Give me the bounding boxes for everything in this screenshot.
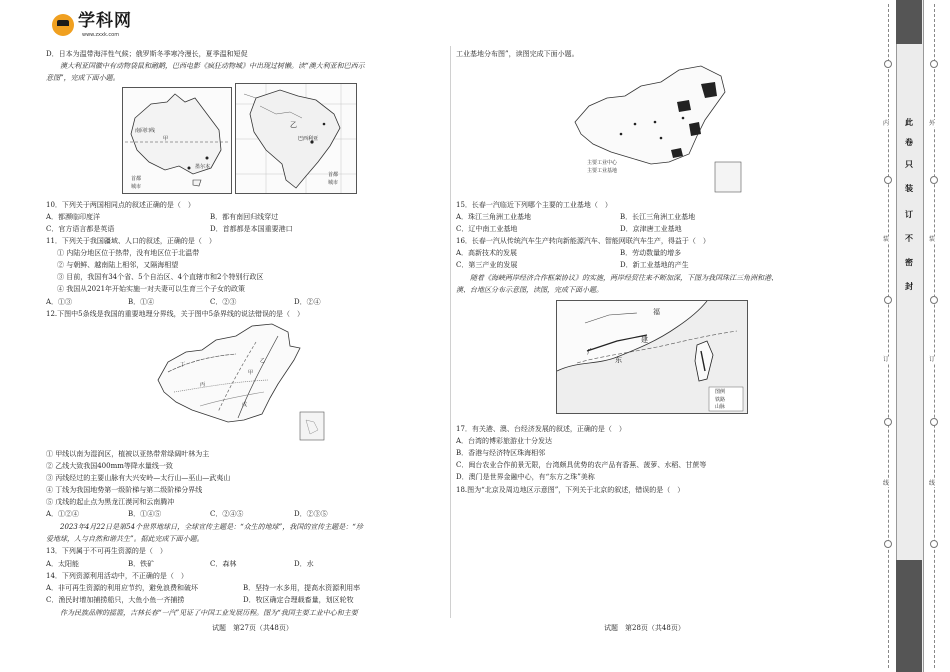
map-label: 巴西利亚 xyxy=(298,136,319,142)
text-line: 澳、台地区分布示意图，读图，完成下面小题。 xyxy=(456,286,603,294)
notice-char: 封 xyxy=(905,282,913,291)
binding-circle xyxy=(884,176,892,184)
logo-text: 学科网 xyxy=(78,11,132,31)
question-13: 13．下列属于不可再生资源的是（ ） xyxy=(46,547,167,555)
logo-url: www.zxxk.com xyxy=(82,32,120,38)
map-label: 广 xyxy=(587,348,594,356)
inner-mark: 内 xyxy=(883,120,890,127)
notice-char: 密 xyxy=(905,258,913,267)
statement: ② 乙线大致我国400mm等降水量线一致 xyxy=(46,462,173,470)
option-c: C．第三产业的发展 xyxy=(456,261,518,269)
binding-dark-bottom xyxy=(896,560,922,672)
binding-circle xyxy=(930,418,938,426)
option-a: A．台湾的博彩旅游业十分发达 xyxy=(456,437,553,445)
map-label: 福 xyxy=(653,308,660,316)
map-label: 甲 xyxy=(163,136,169,142)
inner-mark: 线 xyxy=(883,480,890,487)
question-18: 18.图为“北京及周边地区示意图”，下列关于北京的叙述，错误的是（ ） xyxy=(456,486,685,494)
text-line: 作为民族品牌的摇篮，吉林长春“一汽”见证了中国工业发展历程。图为“我国主要工业中心和主要 xyxy=(60,609,358,617)
statement: ④ 我国从2021年开始实施一对夫妻可以生育三个子女的政策 xyxy=(57,285,246,293)
industry-map xyxy=(565,62,745,194)
china-boundary-map xyxy=(140,322,330,444)
notice-char: 此 xyxy=(905,118,913,127)
option-b: B．坚持一水多用，提高水资源利用率 xyxy=(243,584,361,592)
text-line: 随着《海峡两岸经济合作框架协议》的实施，两岸经贸往来不断加深，下图为我国珠江三角洲和港、 xyxy=(470,274,778,282)
statement: ⑤ 戊线的起止点为黑龙江漠河和云南腾冲 xyxy=(46,498,175,506)
page-footer-left: 试题 第27页（共48页） xyxy=(212,624,293,632)
statement: ④ 丁线为我国地势第一级阶梯与第二级阶梯分界线 xyxy=(46,486,203,494)
binding-circle xyxy=(884,60,892,68)
question-16: 16．长春一汽从传统汽车生产转向新能源汽车、智能网联汽车生产，得益于（ ） xyxy=(456,237,710,245)
option-b: B．①④ xyxy=(128,298,155,306)
column-divider xyxy=(450,46,451,618)
strait-map xyxy=(556,300,748,414)
australia-map xyxy=(122,87,232,194)
option-d: D．新工业基地的产生 xyxy=(620,261,689,269)
page-footer-right: 试题 第28页（共48页） xyxy=(604,624,685,632)
binding-dark-top xyxy=(896,0,922,44)
option-c: C．渔民时增加捕捞船只，大鱼小鱼一齐捕捞 xyxy=(46,596,185,604)
outer-mark: 线 xyxy=(929,480,936,487)
statement: ① 甲线以南为湿润区，植被以亚热带常绿阔叶林为主 xyxy=(46,450,210,458)
map-label: 戊 xyxy=(242,402,248,408)
binding-circle xyxy=(930,60,938,68)
text-line: D．日本为温带海洋性气候；俄罗斯冬季寒冷漫长，夏季温和短促 xyxy=(46,50,248,58)
option-a: A．①②④ xyxy=(46,510,80,518)
legend-base: 主要工业基地 xyxy=(587,168,618,174)
option-b: B．都有南回归线穿过 xyxy=(210,213,279,221)
binding-circle xyxy=(930,296,938,304)
text-line: 意图”，完成下面小题。 xyxy=(46,74,120,82)
option-d: D．水 xyxy=(294,560,314,568)
inner-binding-line xyxy=(888,4,889,668)
logo-badge-icon xyxy=(52,14,74,36)
option-c: C．闽台农业合作前景无限，台湾颇具优势的农产品有香蕉、菠萝、水稻、甘蔗等 xyxy=(456,461,707,469)
binding-circle xyxy=(930,176,938,184)
option-a: A．非可再生资源的利用应节约，避免浪费和破坏 xyxy=(46,584,199,592)
option-a: A．都濒临印度洋 xyxy=(46,213,101,221)
map-label: 丁 xyxy=(180,362,186,368)
legend-railway: 铁路 xyxy=(715,397,726,403)
legend-mountain: 山脉 xyxy=(715,404,726,410)
map-label: 南回归线 xyxy=(135,128,156,134)
outer-mark: 订 xyxy=(929,356,936,363)
option-a: A．高新技术的发展 xyxy=(456,249,518,257)
binding-circle xyxy=(884,540,892,548)
binding-circle xyxy=(884,418,892,426)
text-line: 2023年4月22日是第54个世界地球日，全球宣传主题是：“众生的地球”，我国的宣传主题是：“珍 xyxy=(60,523,363,531)
notice-char: 不 xyxy=(905,234,913,243)
brazil-map xyxy=(235,83,357,194)
map-label: 丙 xyxy=(200,382,206,388)
option-c: C．森林 xyxy=(210,560,237,568)
statement: ② 与朝鲜、越南陆上相邻，又隔海相望 xyxy=(57,261,179,269)
logo xyxy=(52,12,152,38)
notice-char: 装 xyxy=(905,184,913,193)
text-line: 澳大利亚国徽中有动物袋鼠和鸸鹋，巴西电影《疯狂动物城》中出现过树懒。读“澳大利亚和巴西示 xyxy=(60,62,365,70)
map-label: 乙 xyxy=(290,121,297,129)
legend-city: 城市 xyxy=(328,180,339,186)
statement: ③ 目前，我国有34个省、5个自治区、4个直辖市和2个特别行政区 xyxy=(57,273,264,281)
text-line: 爱地球，人与自然和谐共生”。据此完成下面小题。 xyxy=(46,535,204,543)
legend-center: 主要工业中心 xyxy=(587,160,618,166)
option-d: D．京津唐工业基地 xyxy=(620,225,682,233)
legend-capital: 首都 xyxy=(131,176,142,182)
map-label: 乙 xyxy=(260,358,266,364)
option-b: B．铁矿 xyxy=(128,560,155,568)
question-15: 15．长春一汽临近下列哪个主要的工业基地（ ） xyxy=(456,201,612,209)
legend-title: 图例 xyxy=(715,389,726,395)
inner-mark: 装 xyxy=(883,236,890,243)
binding-circle xyxy=(884,296,892,304)
option-b: B．①④⑤ xyxy=(128,510,162,518)
option-d: D．牧区确定合理载畜量，划区轮牧 xyxy=(243,596,354,604)
option-c: C．官方语言都是英语 xyxy=(46,225,115,233)
map-label: 墨尔本 xyxy=(195,164,211,170)
option-c: C．②③ xyxy=(210,298,237,306)
option-b: B．劳动数量的增多 xyxy=(620,249,682,257)
question-10: 10．下列关于两国相同点的叙述正确的是（ ） xyxy=(46,201,195,209)
question-11: 11．下列关于我国疆域、人口的叙述，正确的是（ ） xyxy=(46,237,216,245)
option-a: A．①③ xyxy=(46,298,73,306)
outer-mark: 外 xyxy=(929,120,936,127)
option-a: A．珠江三角洲工业基地 xyxy=(456,213,532,221)
option-d: D．②③⑤ xyxy=(294,510,328,518)
map-label: 东 xyxy=(615,356,622,364)
notice-char: 卷 xyxy=(905,138,913,147)
industry-map-drawing xyxy=(565,62,745,194)
option-a: A．太阳能 xyxy=(46,560,80,568)
question-17: 17．有关港、澳、台经济发展的叙述，正确的是（ ） xyxy=(456,425,626,433)
option-c: C．②④⑤ xyxy=(210,510,244,518)
binding-circle xyxy=(930,540,938,548)
china-boundary-map-drawing xyxy=(140,322,330,444)
inner-mark: 订 xyxy=(883,356,890,363)
outer-binding-line xyxy=(934,4,935,668)
option-d: D．首都都是本国重要港口 xyxy=(210,225,293,233)
legend-capital: 首都 xyxy=(328,172,339,178)
question-14: 14．下列资源利用活动中，不正确的是（ ） xyxy=(46,572,188,580)
map-label: 建 xyxy=(641,336,648,344)
question-12: 12.下图中5条线是我国的重要地理分界线，关于图中5条界线的说法错误的是（ ） xyxy=(46,310,305,318)
text-line: 工业基地分布图”，读图完成下面小题。 xyxy=(456,50,579,58)
option-b: B．香港与经济特区珠海相邻 xyxy=(456,449,546,457)
legend-city: 城市 xyxy=(131,184,142,190)
statement: ① 内陆分地区位于热带，没有地区位于北温带 xyxy=(57,249,200,257)
option-b: B．长江三角洲工业基地 xyxy=(620,213,696,221)
statement: ③ 丙线经过的主要山脉有大兴安岭—太行山—巫山—武夷山 xyxy=(46,474,231,482)
option-c: C．辽中南工业基地 xyxy=(456,225,518,233)
option-d: D．澳门是世界金融中心，有“东方之珠”美称 xyxy=(456,473,595,481)
outer-mark: 装 xyxy=(929,236,936,243)
option-d: D．②④ xyxy=(294,298,321,306)
map-label: 甲 xyxy=(248,370,254,376)
notice-char: 只 xyxy=(905,160,913,169)
notice-char: 订 xyxy=(905,210,913,219)
